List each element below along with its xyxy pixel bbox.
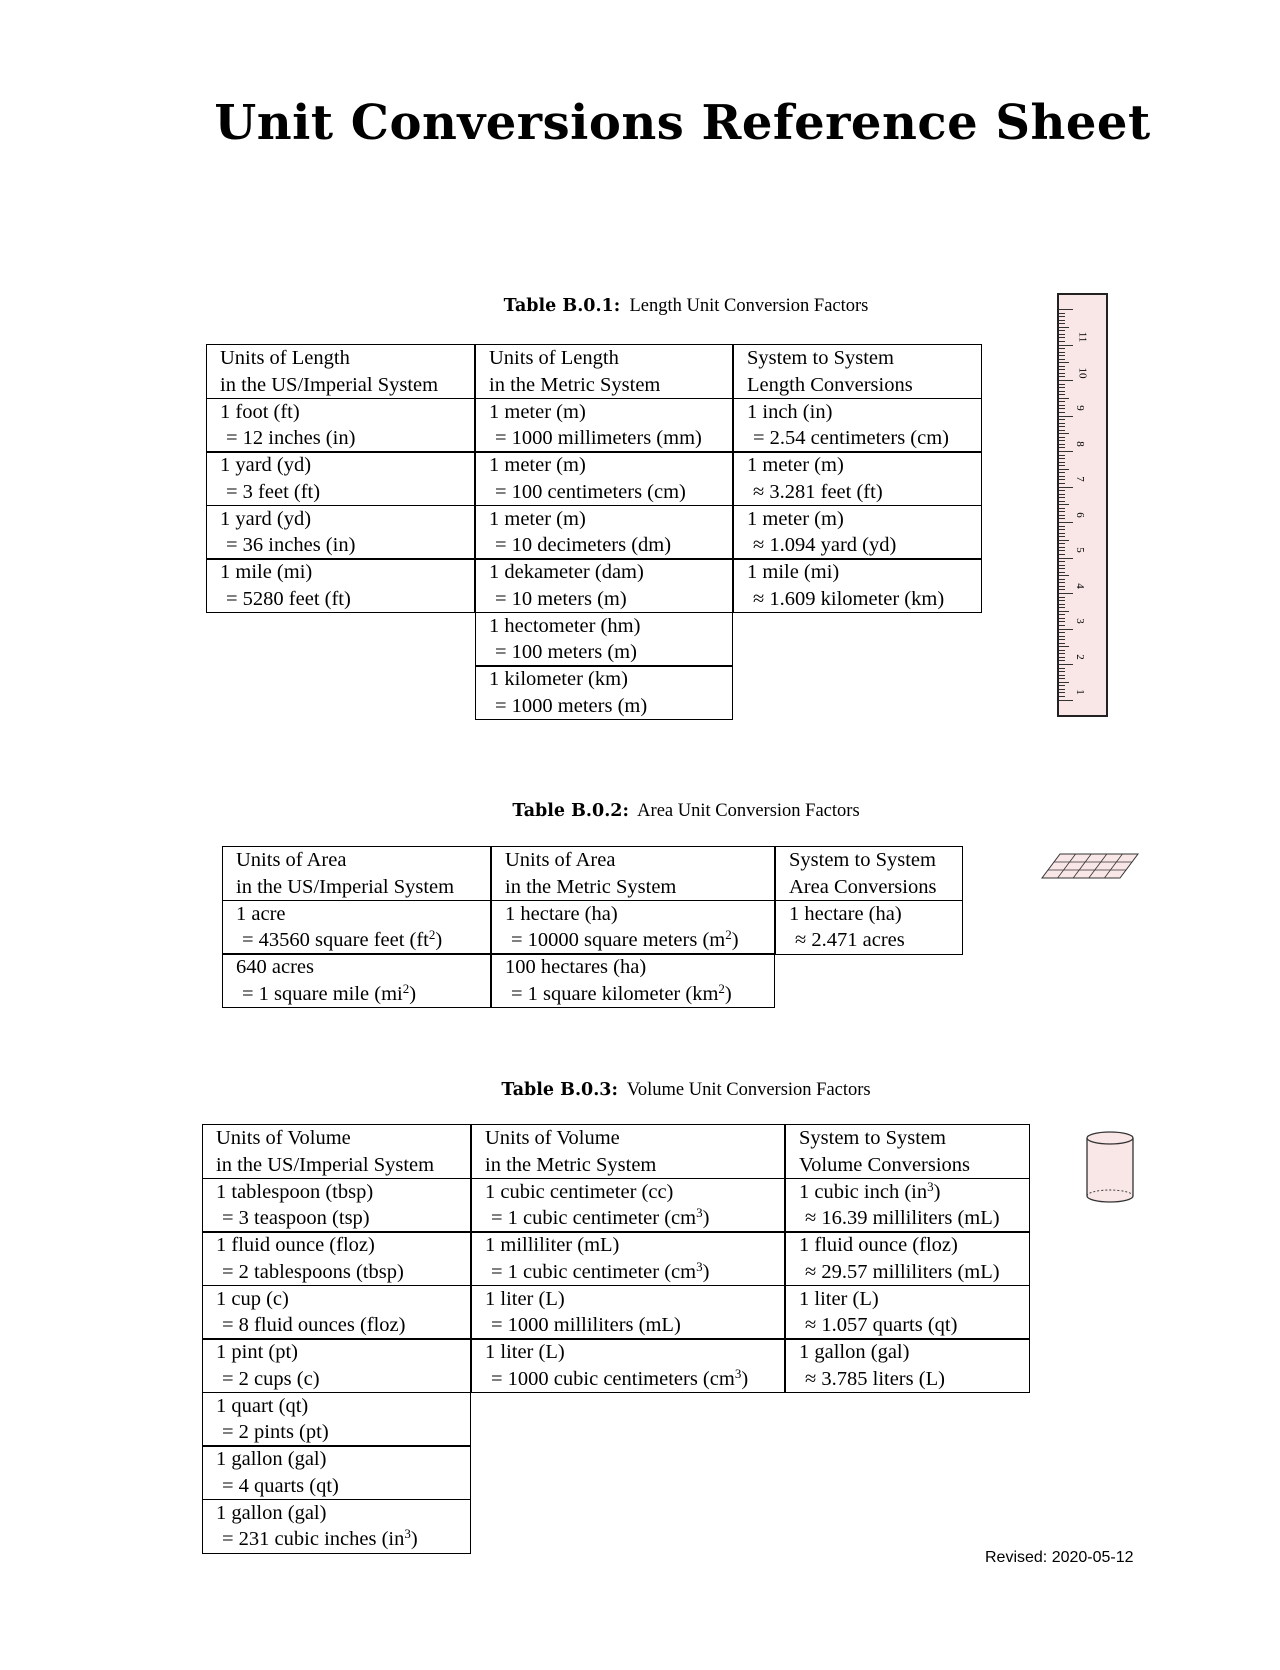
ruler-number: 11 [1076, 331, 1089, 343]
table-cell [222, 900, 491, 955]
table-cell [206, 505, 475, 560]
cylinder-icon [1084, 1129, 1136, 1205]
ruler-tick [1059, 423, 1065, 424]
ruler-tick [1059, 597, 1065, 598]
ruler-tick [1059, 455, 1065, 456]
ruler-tick [1059, 621, 1065, 622]
ruler-tick [1059, 692, 1065, 693]
ruler-tick [1059, 337, 1065, 338]
ruler-tick [1059, 444, 1065, 445]
ruler-tick [1059, 419, 1065, 420]
table-cell [222, 953, 491, 1008]
cell-line-1: 1 cubic inch $(in^3)$ [799, 1178, 941, 1203]
ruler-tick [1059, 458, 1065, 459]
cell-line-2: = 10 decimeters (dm) [495, 534, 672, 556]
ruler-tick [1059, 643, 1065, 644]
table-header-cell [206, 344, 475, 399]
length-table-column-2 [475, 344, 733, 719]
ruler-tick [1059, 483, 1065, 484]
ruler-tick [1059, 558, 1073, 559]
cell-line-2: in the US/Imperial System [216, 1153, 435, 1176]
cell-line-1: 100 hectares (ha) [505, 956, 647, 978]
ruler-tick [1059, 369, 1065, 370]
cell-line-1: System to System [799, 1127, 946, 1149]
ruler-tick [1059, 614, 1065, 615]
cell-line-2: = 1000 cubic centimeters $(cm^3)$ [491, 1365, 749, 1390]
table-cell [202, 1231, 471, 1286]
table-cell [475, 612, 733, 667]
ruler-tick [1059, 611, 1069, 612]
cell-line-1: 1 hectare (ha) [505, 902, 618, 925]
cell-line-2: = 3 feet (ft) [226, 480, 321, 503]
ruler-tick [1059, 600, 1065, 601]
ruler-tick [1059, 362, 1069, 363]
area-table-caption [206, 801, 1166, 822]
ruler-tick [1059, 632, 1065, 633]
cell-line-1: 1 cup (c) [216, 1287, 289, 1310]
cell-line-1: 1 liter (L) [485, 1287, 565, 1310]
area-table-column-1 [222, 846, 491, 1007]
ruler-tick [1059, 646, 1069, 647]
table-cell [206, 398, 475, 453]
cell-line-2: in the Metric System [505, 875, 677, 898]
cell-line-1: 1 dekameter (dam) [489, 561, 644, 583]
ruler-tick [1059, 345, 1073, 346]
cell-line-2: Volume Conversions [799, 1153, 971, 1176]
ruler-tick [1059, 511, 1065, 512]
ruler-tick [1059, 529, 1065, 530]
ruler-tick [1059, 579, 1065, 580]
table-cell [206, 451, 475, 506]
table-cell [471, 1338, 785, 1393]
ruler-tick [1059, 465, 1065, 466]
cell-line-2: = 2 cups (c) [222, 1367, 320, 1390]
cell-line-1: Units of Volume [485, 1127, 620, 1149]
cell-line-1: 1 meter (m) [747, 507, 844, 530]
cell-line-2: in the US/Imperial System [220, 373, 439, 396]
table-cell [202, 1445, 471, 1500]
table-cell [202, 1178, 471, 1233]
ruler-number: 7 [1073, 476, 1086, 482]
ruler-tick [1059, 398, 1069, 399]
ruler-tick [1059, 462, 1065, 463]
table-cell [475, 505, 733, 560]
cell-line-1: 1 foot (ft) [220, 400, 300, 423]
cell-line-1: 1 meter (m) [489, 454, 586, 476]
ruler-tick [1059, 586, 1065, 587]
cell-line-1: 1 meter (m) [747, 454, 844, 476]
cell-line-1: 1 gallon (gal) [216, 1501, 327, 1524]
cell-line-2: = 43560 square feet $(ft^2)$ [242, 927, 443, 951]
ruler-tick [1059, 607, 1065, 608]
table-cell [733, 398, 982, 453]
ruler-tick [1059, 689, 1065, 690]
volume-table-title: Volume Unit Conversion Factors [626, 1080, 871, 1100]
ruler-tick [1059, 504, 1069, 505]
ruler-tick [1059, 391, 1065, 392]
cell-line-1: 1 gallon (gal) [799, 1341, 910, 1363]
ruler-tick [1059, 352, 1065, 353]
ruler-tick [1059, 543, 1065, 544]
cell-line-1: 1 acre [236, 902, 286, 925]
cell-line-1: 1 inch (in) [747, 400, 833, 423]
ruler-tick [1059, 533, 1065, 534]
ruler-tick [1059, 405, 1065, 406]
cell-line-1: 1 liter (L) [799, 1287, 879, 1310]
volume-table-column-2 [471, 1124, 785, 1392]
ruler-tick [1059, 675, 1065, 676]
cell-line-1: 1 mile (mi) [747, 561, 840, 583]
cell-line-2: ≈ 3.785 liters (L) [805, 1367, 945, 1390]
grid-plane-icon [1040, 852, 1140, 882]
ruler-tick [1059, 330, 1065, 331]
table-cell [491, 900, 775, 955]
table-header-cell [733, 344, 982, 399]
cell-line-2: = 10 meters (m) [495, 587, 627, 610]
cell-line-2: = 1 cubic centimeter $(cm^3)$ [491, 1258, 710, 1283]
cell-line-1: 1 hectometer (hm) [489, 614, 641, 637]
ruler-tick [1059, 629, 1073, 630]
ruler-tick [1059, 348, 1065, 349]
ruler-number: 3 [1073, 618, 1086, 624]
length-table-label: Table B.0.1: [503, 296, 621, 316]
ruler-tick [1059, 650, 1065, 651]
ruler-tick [1059, 700, 1073, 701]
ruler-number: 2 [1073, 653, 1086, 660]
cell-line-1: 1 fluid ounce (floz) [799, 1234, 958, 1256]
table-cell [491, 953, 775, 1008]
ruler-tick [1059, 487, 1073, 488]
ruler-tick [1059, 334, 1065, 335]
ruler-tick [1059, 430, 1065, 431]
cell-line-1: 640 acres [236, 956, 314, 978]
ruler-tick [1059, 636, 1065, 637]
table-cell [202, 1338, 471, 1393]
table-cell [785, 1338, 1030, 1393]
length-table-caption [206, 296, 1166, 317]
ruler-tick [1059, 522, 1073, 523]
ruler-tick [1059, 561, 1065, 562]
cell-line-2: = 12 inches (in) [226, 427, 356, 449]
ruler-tick [1059, 440, 1065, 441]
cell-line-1: 1 meter (m) [489, 400, 586, 423]
ruler-tick [1059, 355, 1065, 356]
cell-line-2: = 2.54 centimeters (cm) [753, 427, 949, 449]
ruler-tick [1059, 476, 1065, 477]
volume-table-column-3 [785, 1124, 1030, 1392]
table-cell [471, 1178, 785, 1233]
ruler-tick [1059, 536, 1065, 537]
ruler-tick [1059, 593, 1073, 594]
ruler-tick [1059, 479, 1065, 480]
ruler-tick [1059, 412, 1065, 413]
ruler-tick [1059, 447, 1065, 448]
ruler-tick [1059, 625, 1065, 626]
ruler-tick [1059, 685, 1065, 686]
cell-line-2: = 231 cubic inches $(in^3)$ [222, 1526, 418, 1550]
table-cell [733, 505, 982, 560]
cell-line-1: System to System [789, 849, 936, 871]
ruler-tick [1059, 547, 1065, 548]
table-cell [775, 900, 963, 955]
ruler-tick [1059, 341, 1065, 342]
cell-line-1: 1 meter (m) [489, 507, 586, 530]
length-table-column-1 [206, 344, 475, 612]
table-cell [475, 451, 733, 506]
cell-line-2: = 2 pints (pt) [222, 1421, 329, 1443]
cell-line-2: = 8 fluid ounces (floz) [222, 1314, 406, 1336]
ruler-tick [1059, 639, 1065, 640]
ruler-tick [1059, 494, 1065, 495]
ruler-tick [1059, 518, 1065, 519]
cell-line-2: in the Metric System [485, 1153, 657, 1176]
ruler-tick [1059, 664, 1073, 665]
ruler-tick [1059, 359, 1065, 360]
ruler-tick [1059, 671, 1065, 672]
ruler-tick [1059, 490, 1065, 491]
cell-line-2: ≈ 1.057 quarts (qt) [805, 1314, 958, 1336]
ruler-tick [1059, 568, 1065, 569]
ruler-tick [1059, 554, 1065, 555]
cell-line-2: = 100 meters (m) [495, 641, 637, 663]
ruler-tick [1059, 589, 1065, 590]
table-header-cell [785, 1124, 1030, 1179]
table-cell [785, 1178, 1030, 1233]
ruler-tick [1059, 469, 1069, 470]
cell-line-2: = 36 inches (in) [226, 534, 356, 556]
ruler-tick [1059, 366, 1065, 367]
cell-line-1: 1 gallon (gal) [216, 1448, 327, 1470]
ruler-tick [1059, 653, 1065, 654]
cell-line-2: in the Metric System [489, 373, 661, 396]
cell-line-1: 1 cubic centimeter (cc) [485, 1180, 674, 1203]
cell-line-1: 1 quart (qt) [216, 1394, 309, 1417]
table-cell [785, 1285, 1030, 1340]
table-header-cell [491, 846, 775, 901]
ruler-tick [1059, 408, 1065, 409]
ruler-tick [1059, 426, 1065, 427]
ruler-tick [1059, 668, 1065, 669]
ruler-tick [1059, 575, 1069, 576]
cell-line-2: = 1000 millimeters (mm) [495, 427, 702, 449]
ruler-tick [1059, 316, 1065, 317]
area-table-column-3 [775, 846, 963, 953]
volume-table-column-1 [202, 1124, 471, 1552]
table-cell [202, 1499, 471, 1554]
table-cell [475, 558, 733, 613]
area-table-column-2 [491, 846, 775, 1007]
ruler-number: 8 [1073, 440, 1086, 447]
cell-line-2: ≈ 29.57 milliliters (mL) [805, 1260, 1000, 1283]
table-cell [733, 558, 982, 613]
cell-line-2: Area Conversions [789, 875, 937, 898]
table-cell [475, 398, 733, 453]
ruler-tick [1059, 660, 1065, 661]
table-header-cell [475, 344, 733, 399]
cell-line-2: = 4 quarts (qt) [222, 1474, 339, 1497]
ruler-tick [1059, 618, 1065, 619]
ruler-tick [1059, 508, 1065, 509]
cell-line-1: 1 pint (pt) [216, 1341, 298, 1363]
cell-line-1: 1 liter (L) [485, 1341, 565, 1363]
length-table-column-3 [733, 344, 982, 612]
ruler-tick [1059, 451, 1073, 452]
ruler-tick [1059, 604, 1065, 605]
table-cell [471, 1285, 785, 1340]
ruler-tick [1059, 437, 1065, 438]
ruler-number: 9 [1073, 405, 1086, 411]
ruler-tick [1059, 380, 1073, 381]
ruler-tick [1059, 696, 1065, 697]
ruler-tick [1059, 387, 1065, 388]
cell-line-1: Units of Area [236, 849, 347, 871]
table-header-cell [775, 846, 963, 901]
cell-line-1: Units of Volume [216, 1127, 351, 1149]
ruler-tick [1059, 497, 1065, 498]
cell-line-1: 1 tablespoon (tbsp) [216, 1180, 374, 1203]
table-header-cell [471, 1124, 785, 1179]
table-header-cell [202, 1124, 471, 1179]
ruler-tick [1059, 657, 1065, 658]
cell-line-1: 1 yard (yd) [220, 454, 312, 476]
cell-line-2: = 1 square mile $(mi^2)$ [242, 980, 417, 1005]
ruler-tick [1059, 565, 1065, 566]
ruler-tick [1059, 384, 1065, 385]
area-table-label: Table B.0.2: [512, 801, 629, 821]
cell-line-2: ≈ 1.609 kilometer (km) [753, 587, 945, 610]
cell-line-1: Units of Length [220, 347, 350, 369]
ruler-tick [1059, 327, 1069, 328]
area-table-title: Area Unit Conversion Factors [637, 801, 860, 821]
table-cell [785, 1231, 1030, 1286]
cell-line-1: Units of Area [505, 849, 616, 871]
cell-line-2: = 10000 square meters $(m^2)$ [511, 927, 739, 951]
ruler-number: 6 [1073, 511, 1086, 518]
cell-line-2: = 100 centimeters (cm) [495, 480, 686, 503]
table-cell [733, 451, 982, 506]
ruler-tick [1059, 309, 1073, 310]
cell-line-2: = 5280 feet (ft) [226, 587, 351, 610]
ruler-tick [1059, 515, 1065, 516]
cell-line-1: 1 kilometer (km) [489, 668, 628, 690]
ruler-icon [1057, 293, 1108, 717]
cell-line-2: ≈ 1.094 yard (yd) [753, 534, 897, 556]
cell-line-1: 1 hectare (ha) [789, 902, 902, 925]
ruler-tick [1059, 501, 1065, 502]
cell-line-2: = 2 tablespoons (tbsp) [222, 1260, 404, 1283]
ruler-tick [1059, 320, 1065, 321]
page-title: Unit Conversions Reference Sheet [214, 95, 1151, 151]
cell-line-1: 1 mile (mi) [220, 561, 313, 583]
ruler-number: 5 [1073, 547, 1086, 553]
ruler-tick [1059, 373, 1065, 374]
ruler-tick [1059, 678, 1065, 679]
ruler-tick [1059, 540, 1069, 541]
ruler-tick [1059, 526, 1065, 527]
table-cell [475, 665, 733, 720]
cell-line-2: = 1 square kilometer $(km^2)$ [511, 980, 732, 1005]
cell-line-2: = 1000 meters (m) [495, 694, 648, 717]
ruler-tick [1059, 582, 1065, 583]
ruler-tick [1059, 401, 1065, 402]
ruler-tick [1059, 394, 1065, 395]
ruler-tick [1059, 682, 1069, 683]
table-header-cell [222, 846, 491, 901]
cell-line-2: ≈ 2.471 acres [795, 929, 905, 951]
cell-line-1: 1 milliliter (mL) [485, 1234, 620, 1256]
revised-date: Revised: 2020-05-12 [985, 1549, 1134, 1566]
ruler-tick [1059, 433, 1069, 434]
ruler-number: 10 [1076, 367, 1089, 378]
cell-line-2: ≈ 3.281 feet (ft) [753, 480, 883, 503]
ruler-tick [1059, 376, 1065, 377]
cell-line-2: = 3 teaspoon (tsp) [222, 1207, 370, 1229]
ruler-tick [1059, 323, 1065, 324]
length-table-title: Length Unit Conversion Factors [629, 296, 869, 316]
cell-line-2: = 1 cubic centimeter $(cm^3)$ [491, 1205, 710, 1229]
volume-table-label: Table B.0.3: [501, 1080, 618, 1100]
ruler-number: 4 [1073, 582, 1086, 589]
cell-line-1: 1 yard (yd) [220, 507, 312, 530]
cell-line-1: 1 fluid ounce (floz) [216, 1234, 375, 1256]
table-cell [471, 1231, 785, 1286]
cell-line-1: Units of Length [489, 347, 619, 369]
cell-line-2: ≈ 16.39 milliliters (mL) [805, 1207, 1000, 1229]
cell-line-1: System to System [747, 347, 894, 369]
ruler-tick [1059, 572, 1065, 573]
ruler-tick [1059, 472, 1065, 473]
ruler-tick [1059, 550, 1065, 551]
table-cell [202, 1285, 471, 1340]
cell-line-2: in the US/Imperial System [236, 875, 455, 898]
ruler-tick [1059, 416, 1073, 417]
ruler-tick [1059, 313, 1065, 314]
cell-line-2: Length Conversions [747, 373, 913, 396]
ruler-number: 1 [1073, 689, 1086, 695]
volume-table-caption [206, 1080, 1166, 1101]
table-cell [206, 558, 475, 613]
table-cell [202, 1392, 471, 1447]
cell-line-2: = 1000 milliliters (mL) [491, 1314, 681, 1336]
